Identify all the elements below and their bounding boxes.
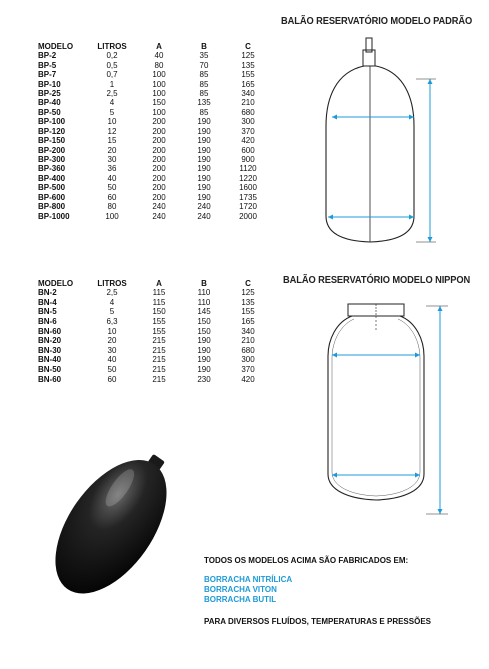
value-cell: 190 xyxy=(197,173,211,183)
value-cell: 135 xyxy=(241,60,255,70)
value-cell: 36 xyxy=(107,164,117,174)
column-header-c: C xyxy=(245,42,251,51)
table-header-row xyxy=(38,40,270,51)
table-row xyxy=(38,193,270,202)
material-item: BORRACHA VITON xyxy=(204,585,277,594)
model-cell: BN-20 xyxy=(38,336,62,346)
value-cell: 150 xyxy=(152,307,166,317)
value-cell: 5 xyxy=(109,107,115,117)
column-header-model: MODELO xyxy=(38,42,74,51)
table-row xyxy=(38,117,270,126)
value-cell: 370 xyxy=(241,365,255,375)
value-cell: 12 xyxy=(107,126,117,136)
value-cell: 190 xyxy=(197,117,211,127)
value-cell: 680 xyxy=(241,345,255,355)
column-header-liters: LITROS xyxy=(97,279,127,288)
value-cell: 155 xyxy=(241,307,255,317)
value-cell: 190 xyxy=(197,136,211,146)
model-cell: BP-800 xyxy=(38,202,66,212)
model-cell: BP-120 xyxy=(38,126,66,136)
value-cell: 85 xyxy=(199,79,209,89)
value-cell: 135 xyxy=(241,297,255,307)
value-cell: 200 xyxy=(152,192,166,202)
value-cell: 10 xyxy=(107,326,117,336)
value-cell: 190 xyxy=(197,183,211,193)
model-cell: BP-7 xyxy=(38,70,57,80)
table-row xyxy=(38,317,270,327)
nippon-spec-table xyxy=(38,277,270,384)
value-cell: 110 xyxy=(197,288,211,298)
value-cell: 340 xyxy=(241,326,255,336)
value-cell: 100 xyxy=(152,88,166,98)
value-cell: 190 xyxy=(197,164,211,174)
value-cell: 80 xyxy=(107,202,117,212)
value-cell: 190 xyxy=(197,155,211,165)
model-cell: BP-25 xyxy=(38,88,61,98)
value-cell: 1220 xyxy=(239,173,257,183)
table-row xyxy=(38,98,270,107)
value-cell: 10 xyxy=(107,117,117,127)
value-cell: 190 xyxy=(197,126,211,136)
table-row xyxy=(38,183,270,192)
value-cell: 215 xyxy=(152,336,166,346)
value-cell: 190 xyxy=(197,336,211,346)
standard-bladder-drawing xyxy=(318,36,468,246)
model-cell: BP-500 xyxy=(38,183,66,193)
value-cell: 115 xyxy=(152,288,166,298)
value-cell: 0,7 xyxy=(106,70,118,80)
value-cell: 155 xyxy=(241,70,255,80)
table-row xyxy=(38,51,270,60)
model-cell: BP-100 xyxy=(38,117,66,127)
value-cell: 240 xyxy=(152,211,166,221)
model-cell: BN-5 xyxy=(38,307,57,317)
value-cell: 100 xyxy=(152,70,166,80)
column-header-c: C xyxy=(245,279,251,288)
nippon-bladder-drawing xyxy=(318,292,478,522)
value-cell: 100 xyxy=(152,79,166,89)
table-row xyxy=(38,211,270,220)
value-cell: 150 xyxy=(197,326,211,336)
model-cell: BP-5 xyxy=(38,60,57,70)
manufacturing-statement: TODOS OS MODELOS ACIMA SÃO FABRICADOS EM: xyxy=(204,556,409,565)
value-cell: 215 xyxy=(152,374,166,384)
value-cell: 125 xyxy=(241,51,255,61)
model-cell: BP-40 xyxy=(38,98,61,108)
model-cell: BP-400 xyxy=(38,173,66,183)
model-cell: BP-150 xyxy=(38,136,66,146)
value-cell: 2,5 xyxy=(106,288,118,298)
value-cell: 200 xyxy=(152,155,166,165)
table-row xyxy=(38,108,270,117)
value-cell: 190 xyxy=(197,365,211,375)
table-row xyxy=(38,298,270,308)
material-item: BORRACHA NITRÍLICA xyxy=(204,575,293,584)
table-row xyxy=(38,127,270,136)
value-cell: 215 xyxy=(152,365,166,375)
model-cell: BN-60 xyxy=(38,326,62,336)
model-cell: BN-4 xyxy=(38,297,57,307)
value-cell: 1720 xyxy=(239,202,257,212)
value-cell: 200 xyxy=(152,173,166,183)
value-cell: 200 xyxy=(152,183,166,193)
model-cell: BN-6 xyxy=(38,317,57,327)
value-cell: 200 xyxy=(152,164,166,174)
material-item: BORRACHA BUTIL xyxy=(204,595,277,604)
value-cell: 600 xyxy=(241,145,255,155)
value-cell: 240 xyxy=(197,211,211,221)
value-cell: 100 xyxy=(105,211,119,221)
model-cell: BP-2 xyxy=(38,51,57,61)
table-row xyxy=(38,365,270,375)
value-cell: 4 xyxy=(109,98,115,108)
value-cell: 2,5 xyxy=(106,88,118,98)
value-cell: 1735 xyxy=(239,192,257,202)
value-cell: 60 xyxy=(107,374,117,384)
value-cell: 125 xyxy=(241,288,255,298)
value-cell: 145 xyxy=(197,307,211,317)
value-cell: 215 xyxy=(152,355,166,365)
value-cell: 85 xyxy=(199,107,209,117)
table-row xyxy=(38,336,270,346)
model-cell: BN-40 xyxy=(38,355,62,365)
value-cell: 370 xyxy=(241,126,255,136)
value-cell: 210 xyxy=(241,98,255,108)
model-cell: BN-50 xyxy=(38,365,62,375)
model-cell: BP-200 xyxy=(38,145,66,155)
table-row xyxy=(38,145,270,154)
model-cell: BN-2 xyxy=(38,288,57,298)
column-header-b: B xyxy=(201,42,207,51)
value-cell: 85 xyxy=(199,70,209,80)
materials-list xyxy=(204,575,292,605)
value-cell: 115 xyxy=(152,297,166,307)
value-cell: 70 xyxy=(199,60,209,70)
value-cell: 50 xyxy=(107,183,117,193)
model-cell: BP-50 xyxy=(38,107,61,117)
model-cell: BP-1000 xyxy=(38,211,70,221)
value-cell: 20 xyxy=(107,336,117,346)
value-cell: 30 xyxy=(107,155,117,165)
value-cell: 215 xyxy=(152,345,166,355)
table-row xyxy=(38,326,270,336)
standard-section-title: BALÃO RESERVATÓRIO MODELO PADRÃO xyxy=(281,16,473,27)
value-cell: 340 xyxy=(241,88,255,98)
value-cell: 680 xyxy=(241,107,255,117)
column-header-model: MODELO xyxy=(38,279,74,288)
model-cell: BP-600 xyxy=(38,192,66,202)
model-cell: BP-360 xyxy=(38,164,66,174)
value-cell: 190 xyxy=(197,145,211,155)
value-cell: 200 xyxy=(152,136,166,146)
value-cell: 420 xyxy=(241,374,255,384)
column-header-b: B xyxy=(201,279,207,288)
table-row xyxy=(38,79,270,88)
table-row xyxy=(38,355,270,365)
table-row xyxy=(38,155,270,164)
model-cell: BN-60 xyxy=(38,374,62,384)
value-cell: 155 xyxy=(152,326,166,336)
value-cell: 190 xyxy=(197,355,211,365)
nippon-section-title: BALÃO RESERVATÓRIO MODELO NIPPON xyxy=(283,275,471,286)
value-cell: 200 xyxy=(152,145,166,155)
value-cell: 150 xyxy=(152,98,166,108)
value-cell: 300 xyxy=(241,355,255,365)
value-cell: 155 xyxy=(152,317,166,327)
value-cell: 2000 xyxy=(239,211,257,221)
table-row xyxy=(38,174,270,183)
value-cell: 165 xyxy=(241,317,255,327)
model-cell: BP-10 xyxy=(38,79,61,89)
value-cell: 230 xyxy=(197,374,211,384)
table-row xyxy=(38,202,270,211)
value-cell: 110 xyxy=(197,297,211,307)
value-cell: 85 xyxy=(199,88,209,98)
column-header-a: A xyxy=(156,279,162,288)
table-row xyxy=(38,374,270,384)
value-cell: 35 xyxy=(199,51,209,61)
value-cell: 0,2 xyxy=(106,51,118,61)
table-row xyxy=(38,164,270,173)
value-cell: 60 xyxy=(107,192,117,202)
value-cell: 20 xyxy=(107,145,117,155)
value-cell: 40 xyxy=(107,355,117,365)
value-cell: 15 xyxy=(107,136,117,146)
value-cell: 240 xyxy=(152,202,166,212)
table-row xyxy=(38,288,270,298)
column-header-liters: LITROS xyxy=(97,42,127,51)
value-cell: 1 xyxy=(109,79,115,89)
column-header-a: A xyxy=(156,42,162,51)
standard-spec-table xyxy=(38,40,270,221)
value-cell: 0,5 xyxy=(106,60,118,70)
value-cell: 100 xyxy=(152,107,166,117)
table-row xyxy=(38,70,270,79)
value-cell: 150 xyxy=(197,317,211,327)
model-cell: BP-300 xyxy=(38,155,66,165)
value-cell: 900 xyxy=(241,155,255,165)
value-cell: 40 xyxy=(107,173,117,183)
value-cell: 4 xyxy=(109,297,115,307)
value-cell: 210 xyxy=(241,336,255,346)
bladder-product-image xyxy=(40,446,190,596)
value-cell: 190 xyxy=(197,192,211,202)
value-cell: 420 xyxy=(241,136,255,146)
value-cell: 50 xyxy=(107,365,117,375)
value-cell: 135 xyxy=(197,98,211,108)
value-cell: 190 xyxy=(197,345,211,355)
value-cell: 80 xyxy=(154,60,164,70)
value-cell: 165 xyxy=(241,79,255,89)
value-cell: 40 xyxy=(154,51,164,61)
table-row xyxy=(38,346,270,356)
value-cell: 1600 xyxy=(239,183,257,193)
value-cell: 200 xyxy=(152,126,166,136)
value-cell: 1120 xyxy=(239,164,257,174)
value-cell: 240 xyxy=(197,202,211,212)
table-header-row xyxy=(38,277,270,288)
applications-statement: PARA DIVERSOS FLUÍDOS, TEMPERATURAS E PRESSÕES xyxy=(204,617,431,626)
value-cell: 6,3 xyxy=(106,317,118,327)
table-row xyxy=(38,136,270,145)
table-row xyxy=(38,89,270,98)
table-row xyxy=(38,60,270,69)
value-cell: 5 xyxy=(109,307,115,317)
value-cell: 30 xyxy=(107,345,117,355)
value-cell: 300 xyxy=(241,117,255,127)
model-cell: BN-30 xyxy=(38,345,62,355)
table-row xyxy=(38,307,270,317)
value-cell: 200 xyxy=(152,117,166,127)
